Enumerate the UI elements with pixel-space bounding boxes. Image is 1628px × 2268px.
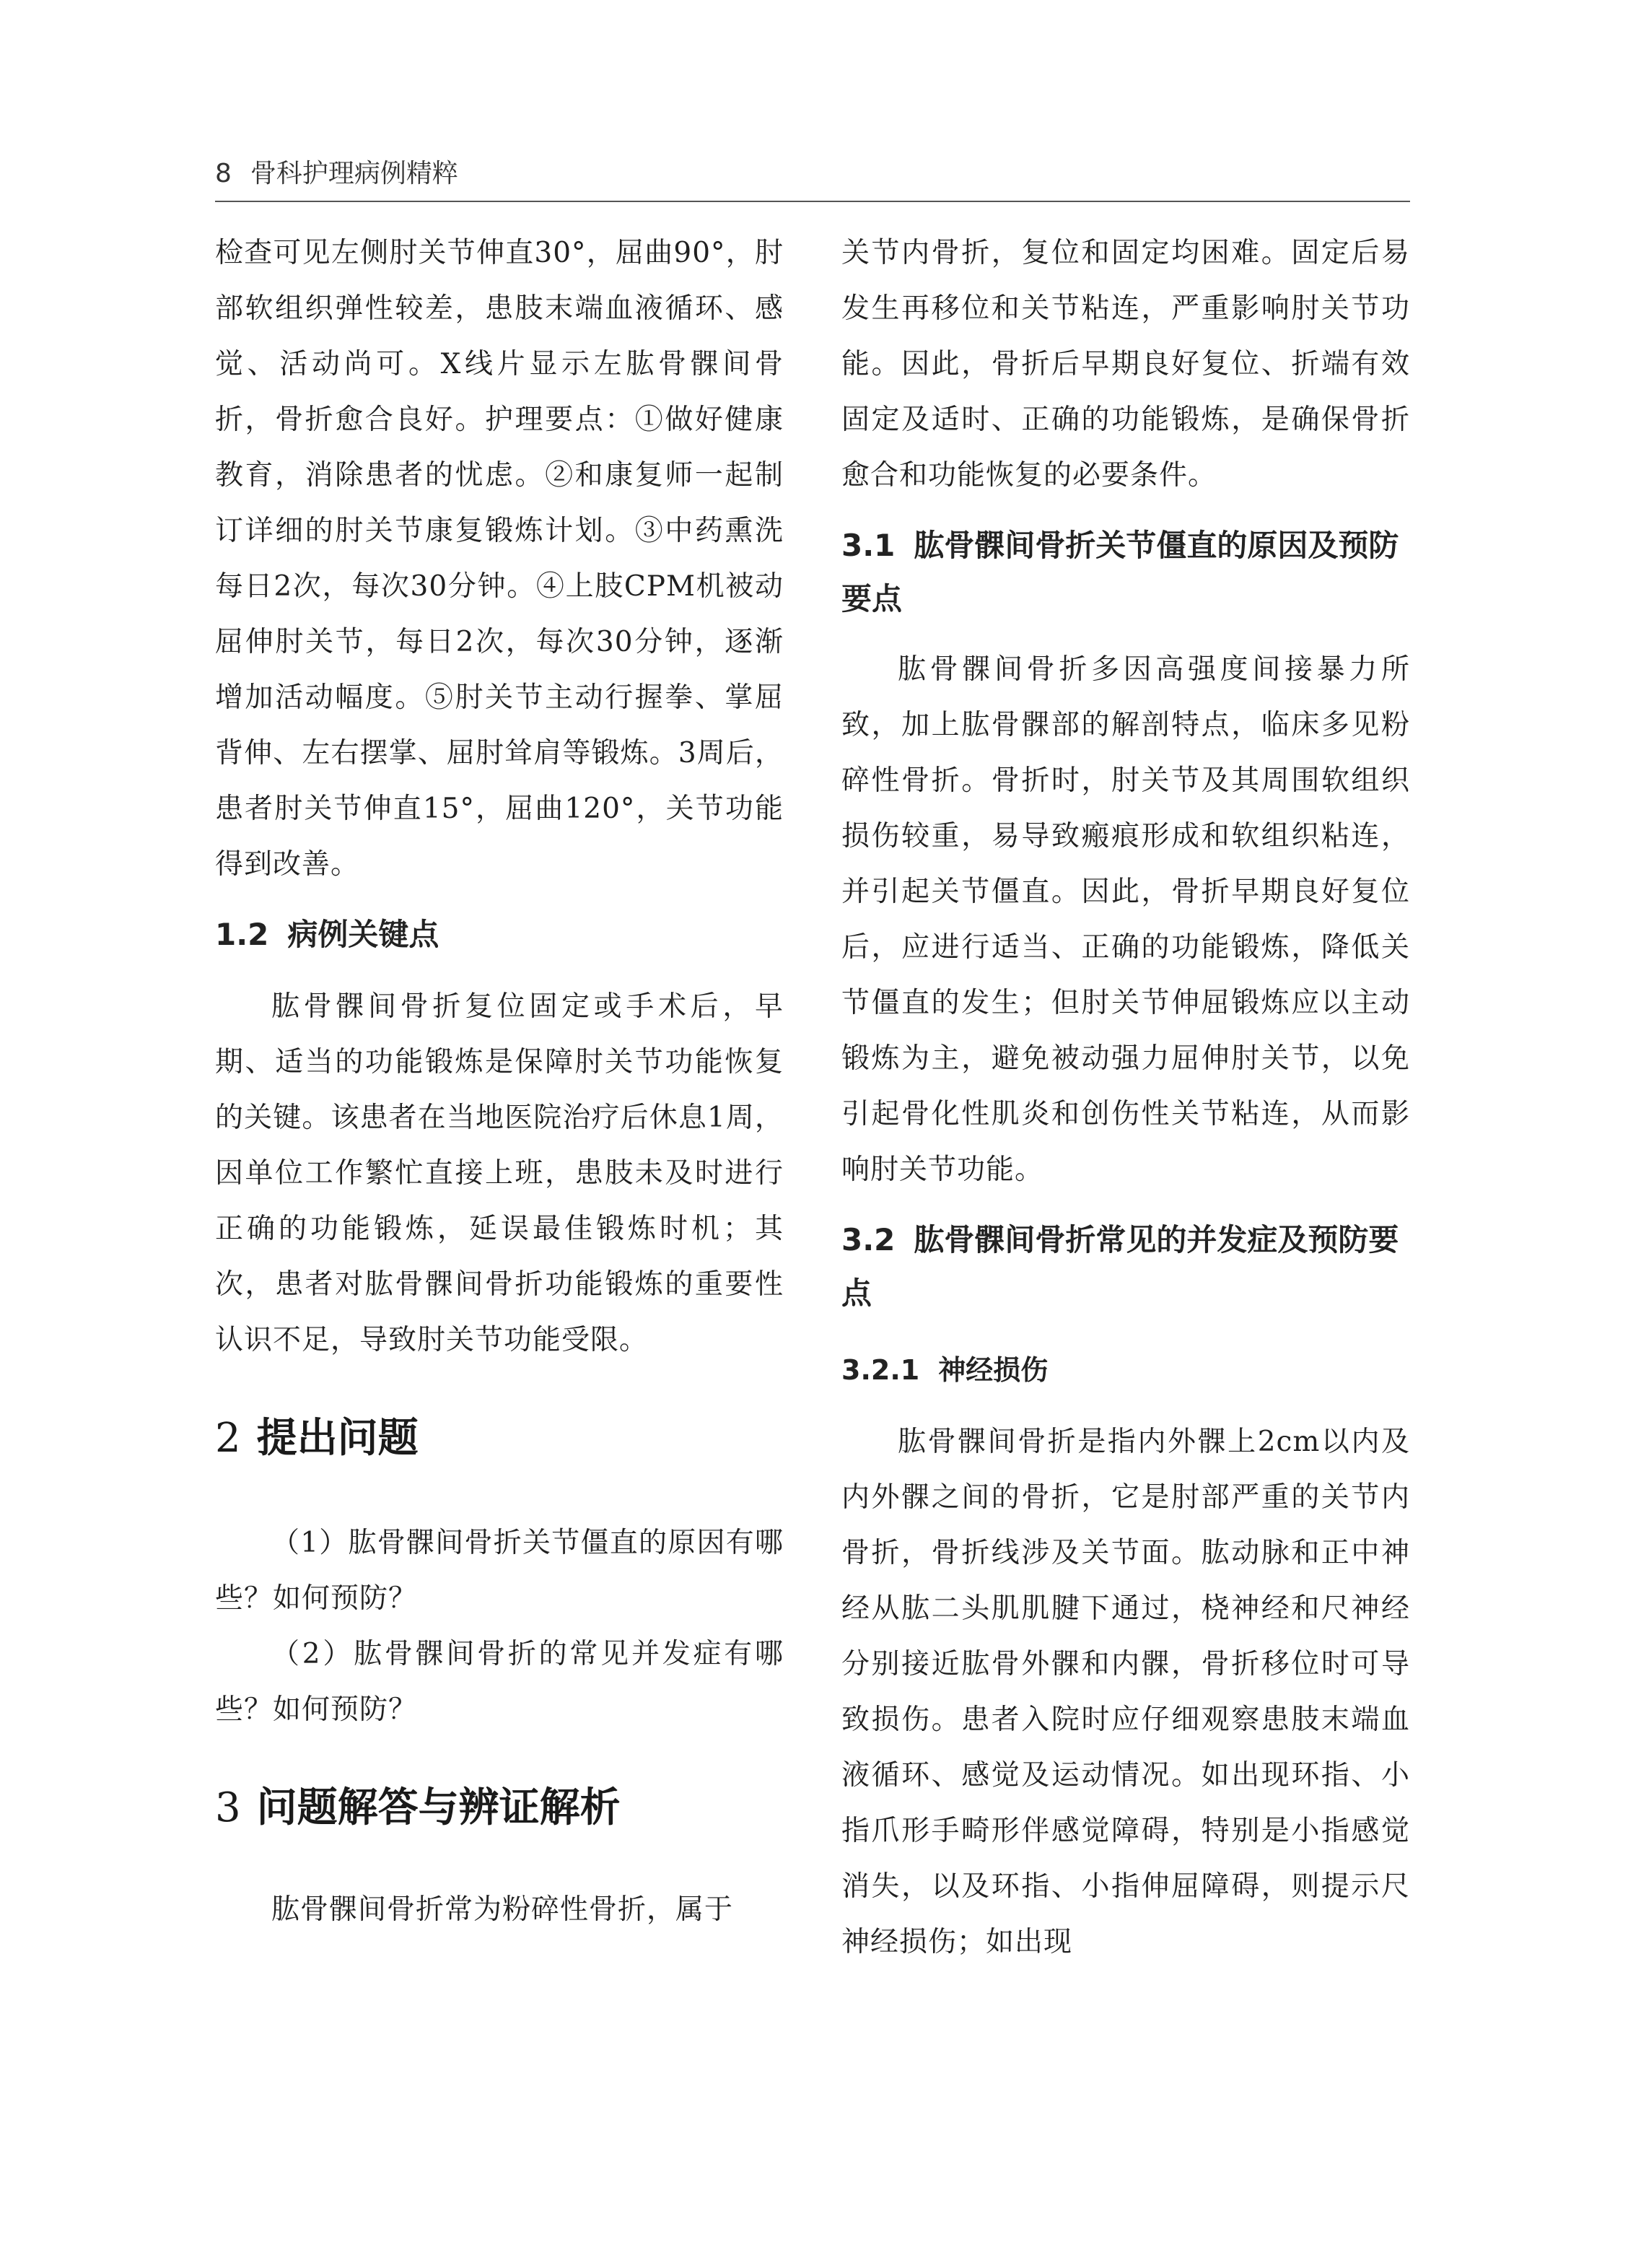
section-heading-1-2 xyxy=(215,908,784,961)
left-paragraph-1: 检查可见左侧肘关节伸直30°，屈曲90°，肘部软组织弹性较差，患肢末端血液循环、感觉、活动尚可。X线片显示左肱骨髁间骨折，骨折愈合良好。护理要点：①做好健康教育，消除患者的忧虑。②和康复师一起制订详细的肘关节康复锻炼计划。③中药熏洗每日2次，每次30分钟。④上肢CPM机被动屈伸肘关节，每日2次，每次30分钟，逐渐增加活动幅度。⑤肘关节主动行握拳、掌屈背伸、左右摆掌、屈肘耸肩等锻炼。3周后，患者肘关节伸直15°，屈曲120°，关节功能得到改善。 xyxy=(215,237,784,881)
section-title: 病例关键点 xyxy=(287,917,439,952)
chapter-number: 3 xyxy=(215,1784,241,1831)
left-paragraph-3: 肱骨髁间骨折常为粉碎性骨折，属于 xyxy=(271,1893,734,1926)
chapter-heading-3 xyxy=(215,1779,784,1837)
chapter-number: 2 xyxy=(215,1415,241,1462)
header-rule xyxy=(215,201,1410,202)
right-column xyxy=(841,225,1410,1970)
book-title: 骨科护理病例精粹 xyxy=(250,159,458,188)
running-head xyxy=(215,153,458,190)
question-1: （1）肱骨髁间骨折关节僵直的原因有哪些？如何预防？ xyxy=(215,1527,784,1615)
section-title: 肱骨髁间骨折关节僵直的原因及预防要点 xyxy=(841,528,1399,616)
chapter-title: 问题解答与辨证解析 xyxy=(256,1784,621,1831)
section-title: 肱骨髁间骨折常见的并发症及预防要点 xyxy=(841,1222,1399,1311)
chapter-title: 提出问题 xyxy=(256,1415,419,1462)
subsection-number: 3.2.1 xyxy=(841,1354,920,1386)
chapter-heading-2 xyxy=(215,1410,784,1467)
section-heading-3-2 xyxy=(841,1213,1410,1320)
right-paragraph-3: 肱骨髁间骨折是指内外髁上2cm以内及内外髁之间的骨折，它是肘部严重的关节内骨折，骨折线涉及关节面。肱动脉和正中神经从肱二头肌肌腱下通过，桡神经和尺神经分别接近肱骨外髁和内髁，骨折移位时可导致损伤。患者入院时应仔细观察患肢末端血液循环、感觉及运动情况。如出现环指、小指爪形手畸形伴感觉障碍，特别是小指感觉消失，以及环指、小指伸屈障碍，则提示尺神经损伤；如出现 xyxy=(841,1426,1410,1958)
section-number: 3.1 xyxy=(841,528,896,563)
subsection-heading-3-2-1 xyxy=(841,1345,1410,1395)
question-2: （2）肱骨髁间骨折的常见并发症有哪些？如何预防？ xyxy=(215,1638,784,1726)
left-paragraph-2: 肱骨髁间骨折复位固定或手术后，早期、适当的功能锻炼是保障肘关节功能恢复的关键。该患者在当地医院治疗后休息1周，因单位工作繁忙直接上班，患肢未及时进行正确的功能锻炼，延误最佳锻炼时机；其次，患者对肱骨髁间骨折功能锻炼的重要性认识不足，导致肘关节功能受限。 xyxy=(215,990,784,1356)
page-number: 8 xyxy=(215,159,232,188)
section-heading-3-1 xyxy=(841,519,1410,626)
section-number: 3.2 xyxy=(841,1222,896,1257)
subsection-title: 神经损伤 xyxy=(938,1354,1049,1386)
left-column xyxy=(215,225,784,1937)
section-number: 1.2 xyxy=(215,917,269,952)
right-paragraph-2: 肱骨髁间骨折多因高强度间接暴力所致，加上肱骨髁部的解剖特点，临床多见粉碎性骨折。骨折时，肘关节及其周围软组织损伤较重，易导致瘢痕形成和软组织粘连，并引起关节僵直。因此，骨折早期良好复位后，应进行适当、正确的功能锻炼，降低关节僵直的发生；但肘关节伸屈锻炼应以主动锻炼为主，避免被动强力屈伸肘关节，以免引起骨化性肌炎和创伤性关节粘连，从而影响肘关节功能。 xyxy=(841,653,1410,1186)
right-paragraph-1: 关节内骨折，复位和固定均困难。固定后易发生再移位和关节粘连，严重影响肘关节功能。因此，骨折后早期良好复位、折端有效固定及适时、正确的功能锻炼，是确保骨折愈合和功能恢复的必要条件。 xyxy=(841,237,1410,492)
